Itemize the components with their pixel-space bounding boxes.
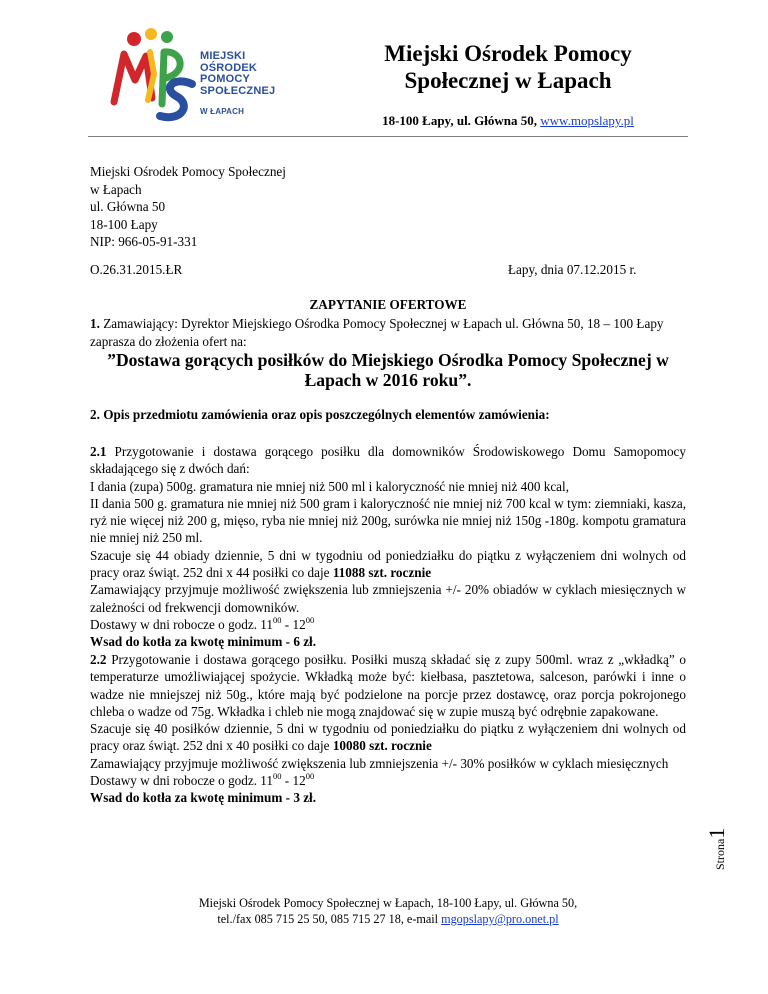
delivery-sup: 00 [305, 614, 315, 625]
logo-subtitle: W ŁAPACH [200, 107, 245, 116]
document-heading: ZAPYTANIE OFERTOWE [309, 297, 467, 312]
logo-line: POMOCY [200, 73, 251, 85]
delivery-sup: 00 [305, 771, 315, 782]
order-subject: ”Dostawa gorących posiłków do Miejskiego Ośrodka Pomocy Społecznej w Łapach w 2016 roku”. [107, 350, 669, 390]
item-2-1 [90, 443, 686, 651]
sender-nip: NIP: 966-05-91-331 [90, 234, 198, 249]
section-1-text: Zamawiający: Dyrektor Miejskiego Ośrodka Pomocy Społecznej w Łapach ul. Główna 50, 18 – 100 Łapy zaprasza do złożenia ofert na: [90, 316, 664, 349]
mops-logo [104, 22, 304, 132]
delivery-sup: 00 [273, 614, 282, 625]
item-2-1-intro-text: Przygotowanie i dostawa gorącego posiłku dla domowników Środowiskowego Domu Samopomocy składającego się z dwóch dań: [90, 444, 686, 477]
item-2-2-price [90, 789, 686, 806]
page-number-marker [704, 780, 730, 870]
item-2-1-price-text: Wsad do kotła za kwotę minimum - 6 zł. [90, 634, 317, 650]
header-divider [88, 136, 688, 137]
logo-line: OŚRODEK [200, 61, 258, 74]
address-text: 18-100 Łapy, ul. Główna 50, [382, 113, 538, 128]
item-2-2-intro [90, 651, 686, 720]
footer-email-link[interactable]: mgopslapy@pro.onet.pl [441, 912, 559, 926]
item-2-2-price-text: Wsad do kotła za kwotę minimum - 3 zł. [90, 790, 317, 806]
section-1-paragraph [90, 315, 690, 350]
sender-address-block [90, 163, 286, 251]
logo-line: MIEJSKI [200, 50, 246, 62]
footer-line-2 [90, 911, 686, 927]
title-line-1: Miejski Ośrodek Pomocy [384, 41, 632, 66]
item-2-2-estimate-total: 10080 szt. rocznie [332, 738, 432, 754]
item-2-2-estimate-text: Szacuje się 40 posiłków dziennie, 5 dni w tygodniu od poniedziałku do piątku z wyłączeniem dni wolnych od pracy oraz świąt. 252 dni x 40 posiłki co daje [90, 721, 686, 754]
sender-line: ul. Główna 50 [90, 199, 166, 214]
footer-contact: tel./fax 085 715 25 50, 085 715 27 18, e-mail [217, 912, 442, 926]
item-2-2-number: 2.2 [90, 652, 107, 667]
item-2-1-dish-2: II dania 500 g. gramatura nie mniej niż 500 gram i kaloryczność nie mniej niż 700 kcal w tym: ziemniaki, kasza, ryż nie więcej niż 200 g, mięso, ryba nie mniej niż 200g, surówka nie mniej niż 150g -180g. kompotu gramatura nie mniej niż 250 ml. [90, 495, 686, 546]
item-2-1-dish-1: I dania (zupa) 500g. gramatura nie mniej niż 500 ml i kaloryczność nie mniej niż 400 kcal, [90, 478, 569, 494]
item-2-1-variation: Zamawiający przyjmuje możliwość zwiększenia lub zmniejszenia +/- 20% obiadów w cyklach miesięcznych w zależności od frekwencji domowników. [90, 582, 686, 615]
sender-line: w Łapach [90, 181, 142, 197]
item-2-1-delivery [90, 616, 686, 633]
page-label: Strona [713, 838, 727, 870]
title-line-2: Społecznej w Łapach [404, 68, 612, 93]
document-date: Łapy, dnia 07.12.2015 r. [508, 262, 637, 277]
item-2-2 [90, 651, 686, 807]
page-footer [90, 895, 686, 927]
delivery-sup: 00 [273, 771, 282, 782]
mops-logo-figures [104, 22, 204, 132]
sender-line: Miejski Ośrodek Pomocy Społecznej [90, 164, 286, 179]
item-2-2-variation: Zamawiający przyjmuje możliwość zwiększenia lub zmniejszenia +/- 30% posiłków w cyklach miesięcznych [90, 755, 669, 771]
delivery-text: Dostawy w dni robocze o godz. 11 [90, 773, 273, 789]
section-1-number: 1. [90, 316, 100, 331]
item-2-1-estimate [90, 547, 686, 582]
footer-line-1: Miejski Ośrodek Pomocy Społecznej w Łapach, 18-100 Łapy, ul. Główna 50, [198, 896, 578, 910]
item-2-1-intro [90, 443, 686, 478]
sender-line: 18-100 Łapy [90, 216, 158, 232]
delivery-text: - 12 [281, 616, 306, 632]
item-2-1-number: 2.1 [90, 444, 107, 459]
delivery-text: Dostawy w dni robocze o godz. 11 [90, 616, 273, 632]
logo-line: SPOŁECZNEJ [200, 84, 276, 97]
page-number: 1 [704, 827, 729, 839]
item-2-2-delivery [90, 772, 686, 789]
item-2-2-estimate [90, 720, 686, 755]
item-2-1-estimate-text: Szacuje się 44 obiady dziennie, 5 dni w tygodniu od poniedziałku do piątku z wyłączeniem dni wolnych od pracy oraz świąt. 252 dni x 44 posiłki co daje [90, 547, 686, 581]
item-2-1-price [90, 633, 686, 650]
organization-title [318, 40, 698, 94]
website-link[interactable]: www.mopslapy.pl [540, 113, 634, 128]
delivery-text: - 12 [281, 773, 306, 789]
section-2-title: 2. Opis przedmiotu zamówienia oraz opis poszczególnych elementów zamówienia: [90, 407, 550, 422]
reference-number: O.26.31.2015.ŁR [90, 262, 183, 277]
item-2-2-intro-text: Przygotowanie i dostawa gorącego posiłku. Posiłki muszą składać się z zupy 500ml. wraz z „wkładką” o temperaturze umożliwiającej spożycie. Wkładką może być: kiełbasa, pasztetowa, salceson, parówki i inne o wadze nie mniejszej niż 50g., które mają być podzielone na porcje przez dostawcę, oraz porcja pokrojonego chleba o wadze od 75g. Wkładka i chleb nie mogą znajdować się w zupie muszą być odrębnie zapakowane. [90, 652, 686, 719]
item-2-1-estimate-total: 11088 szt. rocznie [332, 565, 432, 581]
organization-address [318, 113, 698, 129]
logo-text [200, 51, 275, 118]
